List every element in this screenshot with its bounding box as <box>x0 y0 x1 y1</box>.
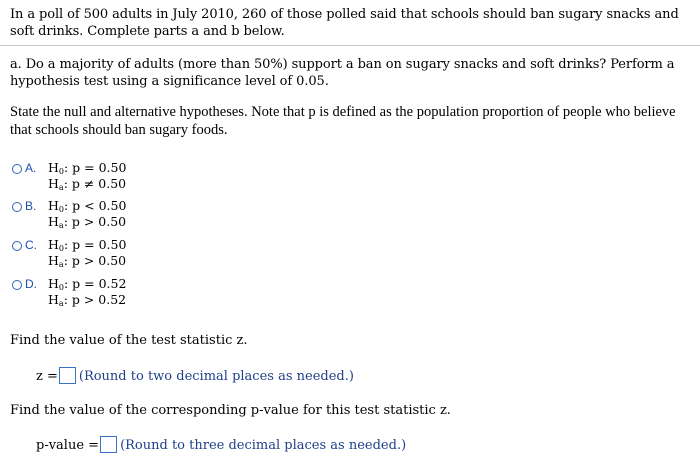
p-value-question: Find the value of the corresponding p-value for this test statistic z. <box>10 403 451 418</box>
p-value-label: p-value = <box>36 438 100 453</box>
alternative-hypothesis: $H_a$: p > 0.52 <box>48 292 127 308</box>
option-letter: A. <box>25 161 37 175</box>
null-hypothesis: $H_0$: p < 0.50 <box>48 198 127 214</box>
alternative-hypothesis: $H_a$: p > 0.50 <box>48 253 127 269</box>
part-a-question: a. Do a majority of adults (more than 50%) support a ban on sugary snacks and soft drinks? Perform a hypothesis test using a significance level of 0.05. <box>10 57 675 89</box>
radio-button-c[interactable] <box>12 241 22 251</box>
radio-button-a[interactable] <box>12 164 22 174</box>
z-label: z = <box>36 369 58 384</box>
alternative-hypothesis: $H_a$: p ≠ 0.50 <box>48 176 127 192</box>
p-value-answer-row <box>36 436 406 454</box>
option-letter: C. <box>25 238 37 252</box>
p-value-input[interactable] <box>100 436 117 453</box>
z-input[interactable] <box>59 367 76 384</box>
option-letter: B. <box>25 199 37 213</box>
radio-button-d[interactable] <box>12 280 22 290</box>
hypotheses-instruction: State the null and alternative hypotheses. Note that p is defined as the population proportion of people who believe that schools should ban sugary foods. <box>10 104 676 138</box>
null-hypothesis: $H_0$: p = 0.50 <box>48 237 127 253</box>
z-answer-row <box>36 367 354 385</box>
problem-intro: In a poll of 500 adults in July 2010, 260 of those polled said that schools should ban sugary snacks and soft drinks. Complete parts a and b below. <box>10 7 679 39</box>
option-letter: D. <box>25 277 37 291</box>
p-value-rounding-note: (Round to three decimal places as needed.) <box>120 438 407 453</box>
z-question: Find the value of the test statistic z. <box>10 333 248 348</box>
alternative-hypothesis: $H_a$: p > 0.50 <box>48 214 127 230</box>
z-rounding-note: (Round to two decimal places as needed.) <box>78 369 354 384</box>
null-hypothesis: $H_0$: p = 0.52 <box>48 276 127 292</box>
divider <box>0 45 700 46</box>
null-hypothesis: $H_0$: p = 0.50 <box>48 160 127 176</box>
radio-button-b[interactable] <box>12 202 22 212</box>
